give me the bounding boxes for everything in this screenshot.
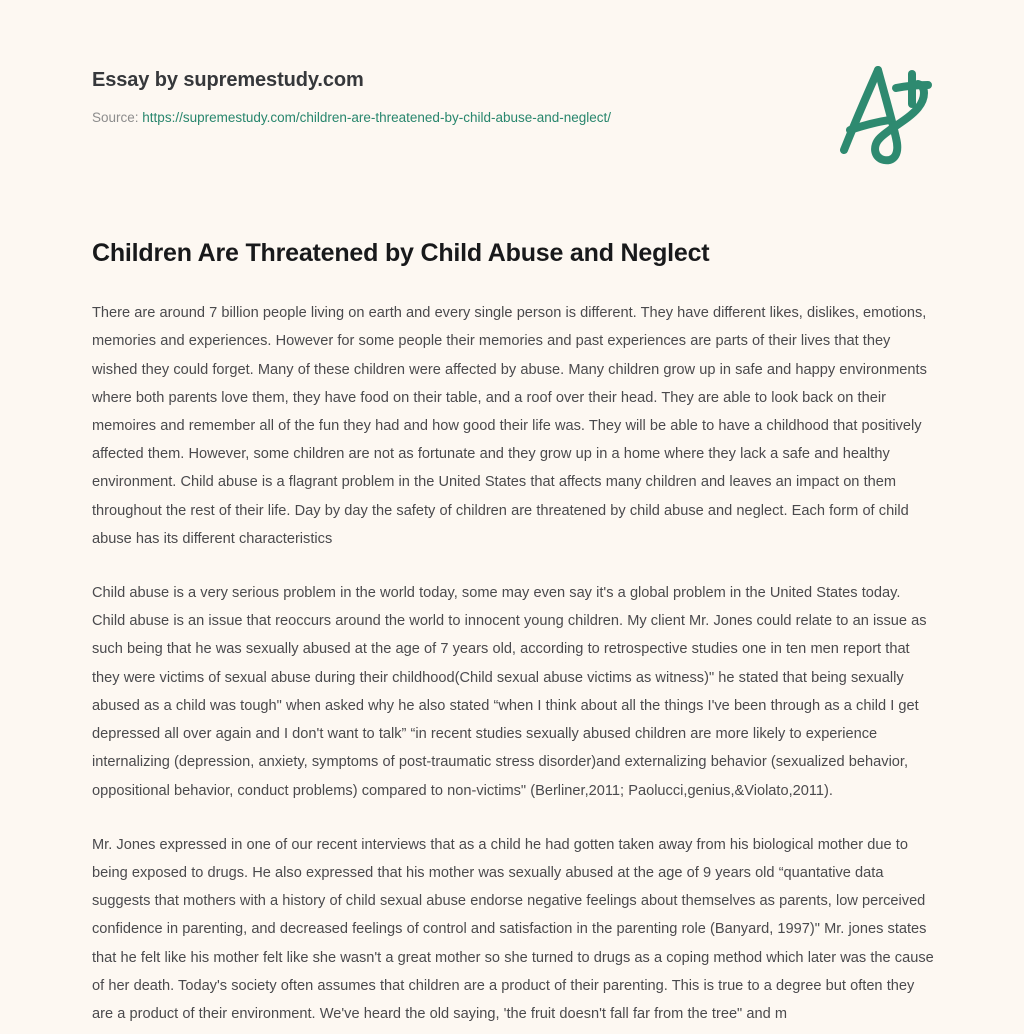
brand-title: Essay by supremestudy.com — [92, 69, 364, 91]
site-logo[interactable] — [830, 58, 950, 170]
article — [92, 238, 937, 1028]
source-url-link[interactable]: https://supremestudy.com/children-are-threatened-by-child-abuse-and-neglect/ — [142, 110, 612, 125]
page-header — [92, 60, 950, 180]
page-title: Children Are Threatened by Child Abuse and Neglect — [92, 239, 710, 267]
article-body — [92, 299, 937, 1028]
source-label: Source: — [92, 110, 139, 125]
paragraph: Child abuse is a very serious problem in the world today, some may even say it's a global problem in the United States today. Child abuse is an issue that reoccurs around the world to innocent young children. My client Mr. Jones could relate to an issue as such being that he was sexually abused at the age of 7 years old, according to retrospective studies one in ten men report that they were victims of sexual abuse during their childhood(Child sexual abuse victims as witness)" he stated that being sexually abused as a child was tough" when asked why he also stated “when I think about all the things I've been through as a child I get depressed all over again and I don't want to talk” “in recent studies sexually abused children are more likely to experience internalizing (depression, anxiety, symptoms of post-traumatic stress disorder)and externalizing behavior (sexualized behavior, oppositional behavior, conduct problems) compared to non-victims" (Berliner,2011; Paolucci,genius,&Violato,2011). — [92, 585, 927, 799]
source-line — [92, 109, 950, 127]
paragraph: Mr. Jones expressed in one of our recent interviews that as a child he had gotten taken away from his biological mother due to being exposed to drugs. He also expressed that his mother was sexually abused at the age of 9 years old “quantative data suggests that mothers with a history of child sexual abuse endorse negative feelings about themselves as parents, low perceived confidence in parenting, and decreased feelings of control and satisfaction in the parenting role (Banyard, 1997)" Mr. jones states that he felt like his mother felt like she wasn't a great mother so she turned to drugs as a coping method which later was the cause of her death. Today's society often assumes that children are a product of their parenting. This is true to a degree but often they are a product of their environment. We've heard the old saying, 'the fruit doesn't fall far from the tree" and m — [92, 836, 934, 1022]
paragraph: There are around 7 billion people living on earth and every single person is different. They have different likes, dislikes, emotions, memories and experiences. However for some people their memories and past experiences are parts of their lives that they wished they could forget. Many of these children were affected by abuse. Many children grow up in safe and happy environments where both parents love them, they have food on their table, and a roof over their head. They are able to look back on their memoires and remember all of the fun they had and how good their life was. They will be able to have a childhood that positively affected them. However, some children are not as fortunate and they grow up in a home where they lack a safe and healthy environment. Child abuse is a flagrant problem in the United States that affects many children and leaves an impact on them throughout the rest of their life. Day by day the safety of children are threatened by child abuse and neglect. Each form of child abuse has its different characteristics — [92, 305, 927, 547]
a-plus-logo-icon — [830, 58, 950, 170]
